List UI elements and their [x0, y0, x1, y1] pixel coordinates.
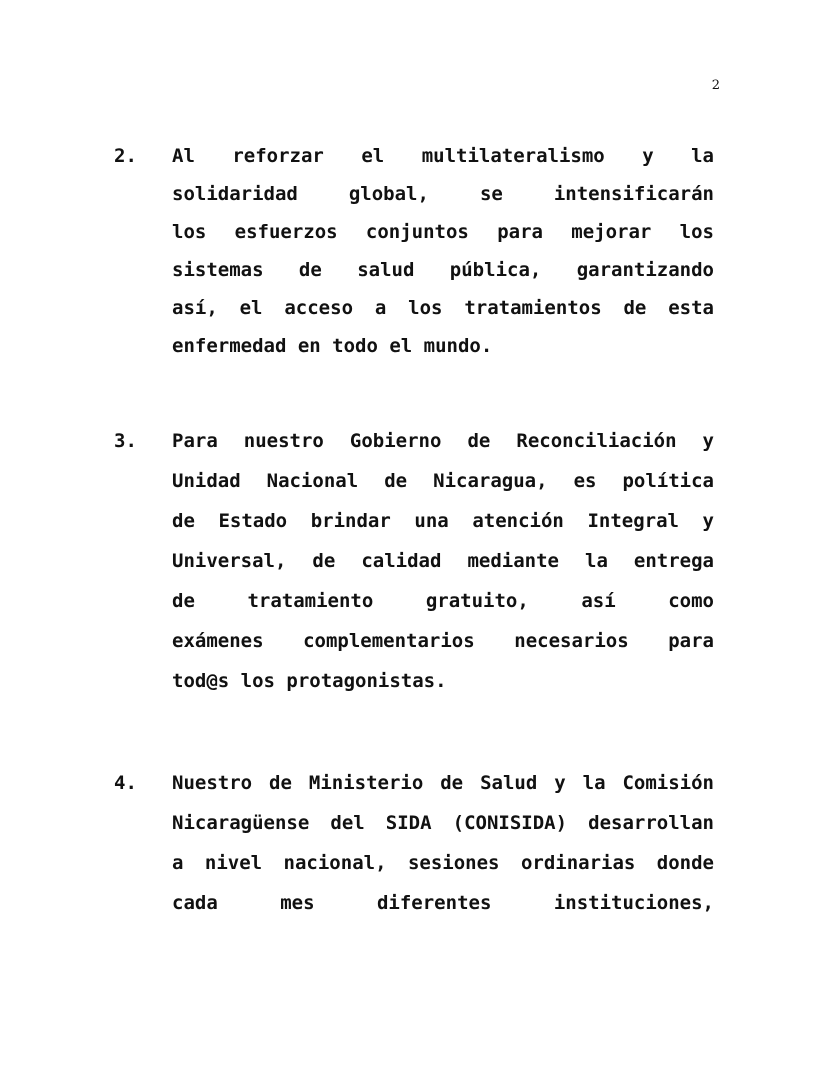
paragraph-2	[114, 137, 714, 365]
paragraph-line: Al reforzar el multilateralismo y la	[172, 145, 714, 167]
paragraph-line: exámenes complementarios necesarios para	[172, 630, 714, 652]
paragraph-line: sistemas de salud pública, garantizando	[172, 259, 714, 281]
paragraph-line: así, el acceso a los tratamientos de esta	[172, 297, 714, 319]
paragraph-line: Nuestro de Ministerio de Salud y la Comisión	[172, 772, 714, 794]
paragraph-line: de Estado brindar una atención Integral y	[172, 510, 714, 532]
paragraph-line: Universal, de calidad mediante la entrega	[172, 550, 714, 572]
paragraph-line: a nivel nacional, sesiones ordinarias donde	[172, 852, 714, 874]
paragraph-number: 4.	[114, 772, 137, 794]
paragraph-line: Nicaragüense del SIDA (CONISIDA) desarrollan	[172, 812, 714, 834]
paragraph-4	[114, 763, 714, 923]
paragraph-line: enfermedad en todo el mundo.	[172, 335, 493, 357]
paragraph-line: tod@s los protagonistas.	[172, 670, 447, 692]
paragraph-line: cada mes diferentes instituciones,	[172, 892, 714, 914]
paragraph-number: 3.	[114, 430, 137, 452]
paragraph-line: Unidad Nacional de Nicaragua, es política	[172, 470, 714, 492]
paragraph-number: 2.	[114, 145, 137, 167]
paragraph-line: de tratamiento gratuito, así como	[172, 590, 714, 612]
paragraph-3	[114, 421, 714, 701]
paragraph-line: Para nuestro Gobierno de Reconciliación y	[172, 430, 714, 452]
paragraph-line: los esfuerzos conjuntos para mejorar los	[172, 221, 714, 243]
paragraph-line: solidaridad global, se intensificarán	[172, 183, 714, 205]
page-number: 2	[711, 78, 720, 93]
